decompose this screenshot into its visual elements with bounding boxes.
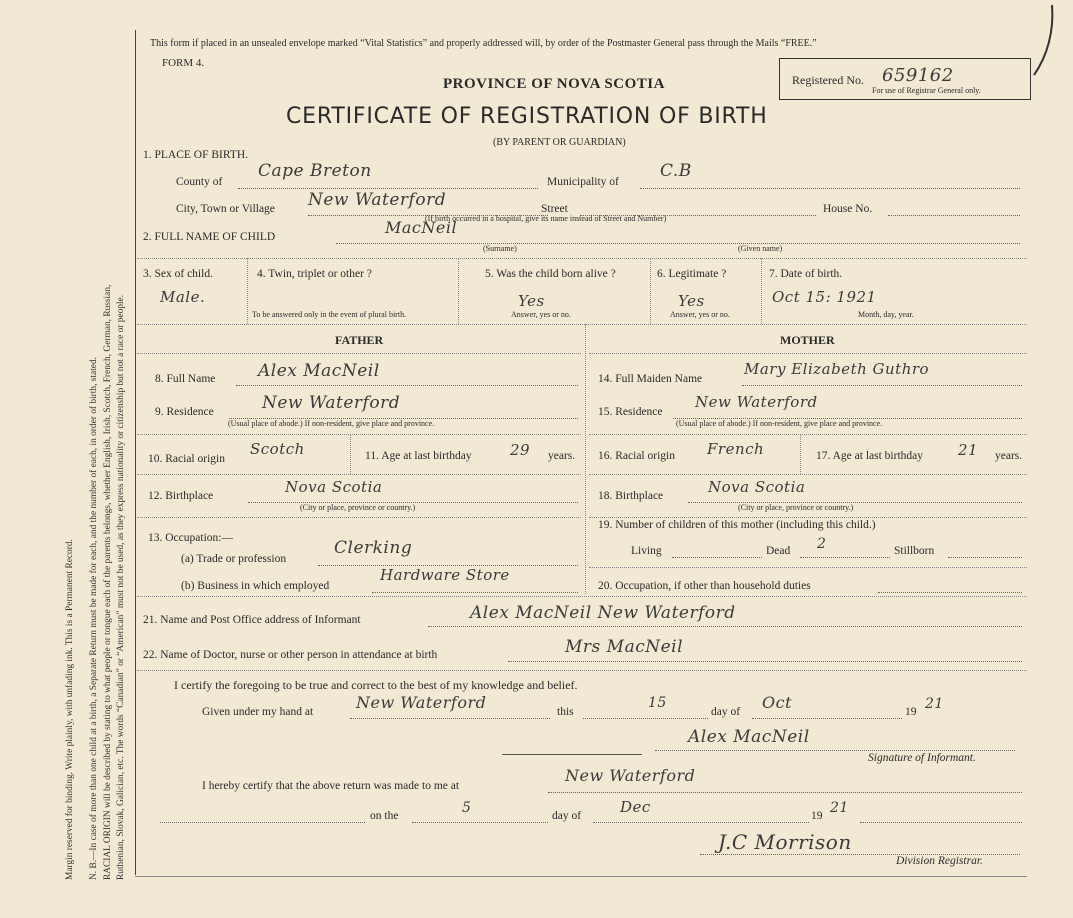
mother-res-value: New Waterford [695, 393, 818, 411]
father-bp-value: Nova Scotia [285, 478, 383, 496]
child-name-label: 2. FULL NAME OF CHILD [143, 231, 276, 243]
mother-age-value: 21 [958, 441, 979, 459]
postal-notice: This form if placed in an unsealed envelope marked “Vital Statistics” and properly addressed will, by order of the Postmaster General pass through the Mails “FREE.” [150, 38, 817, 49]
margin-nb-note: N. B.—In case of more than one child at a birth, a Separate Return must be made for each, and the number of each, in order of birth, stated. [89, 357, 99, 880]
father-age-value: 29 [510, 441, 531, 459]
county-value: Cape Breton [258, 161, 372, 181]
mother-bp-note: (City or place, province or country.) [738, 503, 854, 512]
legit-value: Yes [678, 292, 705, 310]
child-surname: MacNeil [385, 218, 458, 237]
registrar-month: Dec [620, 798, 651, 816]
father-heading: FATHER [335, 333, 384, 347]
informant-signature: Alex MacNeil [688, 727, 810, 747]
alive-value: Yes [518, 292, 545, 310]
mother-race-label: 16. Racial origin [598, 450, 675, 462]
form-number: FORM 4. [162, 57, 205, 69]
twin-label: 4. Twin, triplet or other ? [257, 268, 372, 280]
registered-note: For use of Registrar General only. [872, 86, 981, 95]
dob-label: 7. Date of birth. [769, 268, 843, 280]
registrar-sig-label: Division Registrar. [896, 855, 983, 867]
registrar-signature: J.C Morrison [718, 830, 852, 854]
given-month: Oct [762, 693, 793, 712]
informant-value: Alex MacNeil New Waterford [470, 603, 736, 623]
given-year-prefix: 19 [905, 706, 917, 718]
certificate-subtitle: (BY PARENT OR GUARDIAN) [493, 137, 626, 148]
sex-value: Male. [160, 288, 206, 306]
legit-note: Answer, yes or no. [670, 310, 730, 319]
dead-label: Dead [766, 545, 791, 557]
stillborn-label: Stillborn [894, 545, 935, 557]
twin-note: To be answered only in the event of plural birth. [252, 310, 407, 319]
registrar-text: I hereby certify that the above return was made to me at [202, 780, 460, 792]
mother-res-note: (Usual place of abode.) If non-resident, give place and province. [676, 419, 883, 428]
mother-name-value: Mary Elizabeth Guthro [744, 360, 930, 378]
mother-res-label: 15. Residence [598, 406, 663, 418]
father-name-value: Alex MacNeil [258, 361, 380, 381]
father-name-label: 8. Full Name [155, 373, 216, 385]
registrar-day: 5 [462, 800, 472, 816]
father-biz-label: (b) Business in which employed [181, 580, 330, 592]
given-day: 15 [648, 695, 667, 711]
father-race-value: Scotch [250, 440, 305, 458]
mother-children-label: 19. Number of children of this mother (including this child.) [598, 519, 876, 531]
father-res-label: 9. Residence [155, 406, 214, 418]
province-heading: PROVINCE OF NOVA SCOTIA [443, 76, 665, 92]
left-border [135, 30, 136, 875]
registrar-year: 21 [830, 800, 849, 816]
registrar-year-prefix: 19 [811, 810, 823, 822]
registrar-place: New Waterford [565, 766, 696, 785]
margin-racial-note-2: Ruthenian, Slovak, Galician, etc. The words “Canadian” or “American” must not be used, as they express nationality or citizenship but not a race or people. [116, 294, 126, 880]
given-dayof-label: day of [711, 706, 741, 718]
sex-label: 3. Sex of child. [143, 268, 213, 280]
informant-sig-label: Signature of Informant. [868, 752, 976, 764]
municipality-value: C.B [660, 161, 692, 181]
father-age-label: 11. Age at last birthday [365, 450, 472, 462]
certify-text: I certify the foregoing to be true and correct to the best of my knowledge and belief. [174, 678, 578, 692]
municipality-label: Municipality of [547, 176, 619, 188]
mother-race-value: French [707, 440, 765, 458]
county-label: County of [176, 176, 223, 188]
father-years: years. [548, 450, 576, 462]
registered-number: 659162 [882, 65, 954, 86]
father-res-value: New Waterford [262, 393, 401, 413]
pen-stroke-mark [1030, 0, 1060, 80]
father-res-note: (Usual place of abode.) If non-resident, give place and province. [228, 419, 435, 428]
surname-note: (Surname) [483, 244, 517, 253]
given-name-note: (Given name) [738, 244, 783, 253]
living-label: Living [631, 545, 662, 557]
mother-years: years. [995, 450, 1023, 462]
given-label: Given under my hand at [202, 706, 314, 718]
father-occ-label: 13. Occupation:— [148, 532, 233, 544]
certificate-title: CERTIFICATE OF REGISTRATION OF BIRTH [286, 104, 768, 129]
informant-label: 21. Name and Post Office address of Informant [143, 614, 361, 626]
this-label: this [557, 706, 574, 718]
registrar-on-label: on the [370, 810, 399, 822]
dob-value: Oct 15: 1921 [772, 288, 877, 306]
alive-label: 5. Was the child born alive ? [485, 268, 616, 280]
registered-label: Registered No. [792, 73, 864, 87]
margin-binding-note: Margin reserved for binding. Write plainly, with unfading ink. This is a Permanent Record. [65, 539, 75, 880]
dead-value: 2 [817, 536, 827, 552]
mother-name-label: 14. Full Maiden Name [598, 373, 703, 385]
bottom-border [135, 876, 1027, 877]
registrar-dayof-label: day of [552, 810, 582, 822]
mother-age-label: 17. Age at last birthday [816, 450, 923, 462]
margin-racial-note-1: RACIAL ORIGIN will be described by stating to what people or tongue each of the parents belongs, whether English, Irish, Scotch, French, German, Russian, [103, 284, 113, 880]
doctor-value: Mrs MacNeil [565, 637, 684, 657]
city-value: New Waterford [308, 190, 447, 210]
street-note: (If birth occurred in a hospital, give its name instead of Street and Number) [425, 214, 667, 223]
given-place: New Waterford [356, 693, 487, 712]
mother-bp-label: 18. Birthplace [598, 490, 664, 502]
city-label: City, Town or Village [176, 203, 275, 215]
house-label: House No. [823, 203, 873, 215]
father-bp-note: (City or place, province or country.) [300, 503, 416, 512]
father-trade-label: (a) Trade or profession [181, 553, 287, 565]
mother-occ-label: 20. Occupation, if other than household duties [598, 580, 811, 592]
given-year: 21 [925, 696, 944, 712]
registered-box [779, 58, 1031, 100]
street-label: Street [541, 203, 568, 215]
doctor-label: 22. Name of Doctor, nurse or other person in attendance at birth [143, 649, 438, 661]
father-race-label: 10. Racial origin [148, 453, 225, 465]
mother-bp-value: Nova Scotia [708, 478, 806, 496]
legit-label: 6. Legitimate ? [657, 268, 727, 280]
father-bp-label: 12. Birthplace [148, 490, 214, 502]
father-trade-value: Clerking [334, 538, 413, 558]
alive-note: Answer, yes or no. [511, 310, 571, 319]
mother-heading: MOTHER [780, 333, 835, 347]
place-heading: 1. PLACE OF BIRTH. [143, 149, 249, 161]
father-biz-value: Hardware Store [380, 566, 510, 584]
dob-note: Month, day, year. [858, 310, 914, 319]
